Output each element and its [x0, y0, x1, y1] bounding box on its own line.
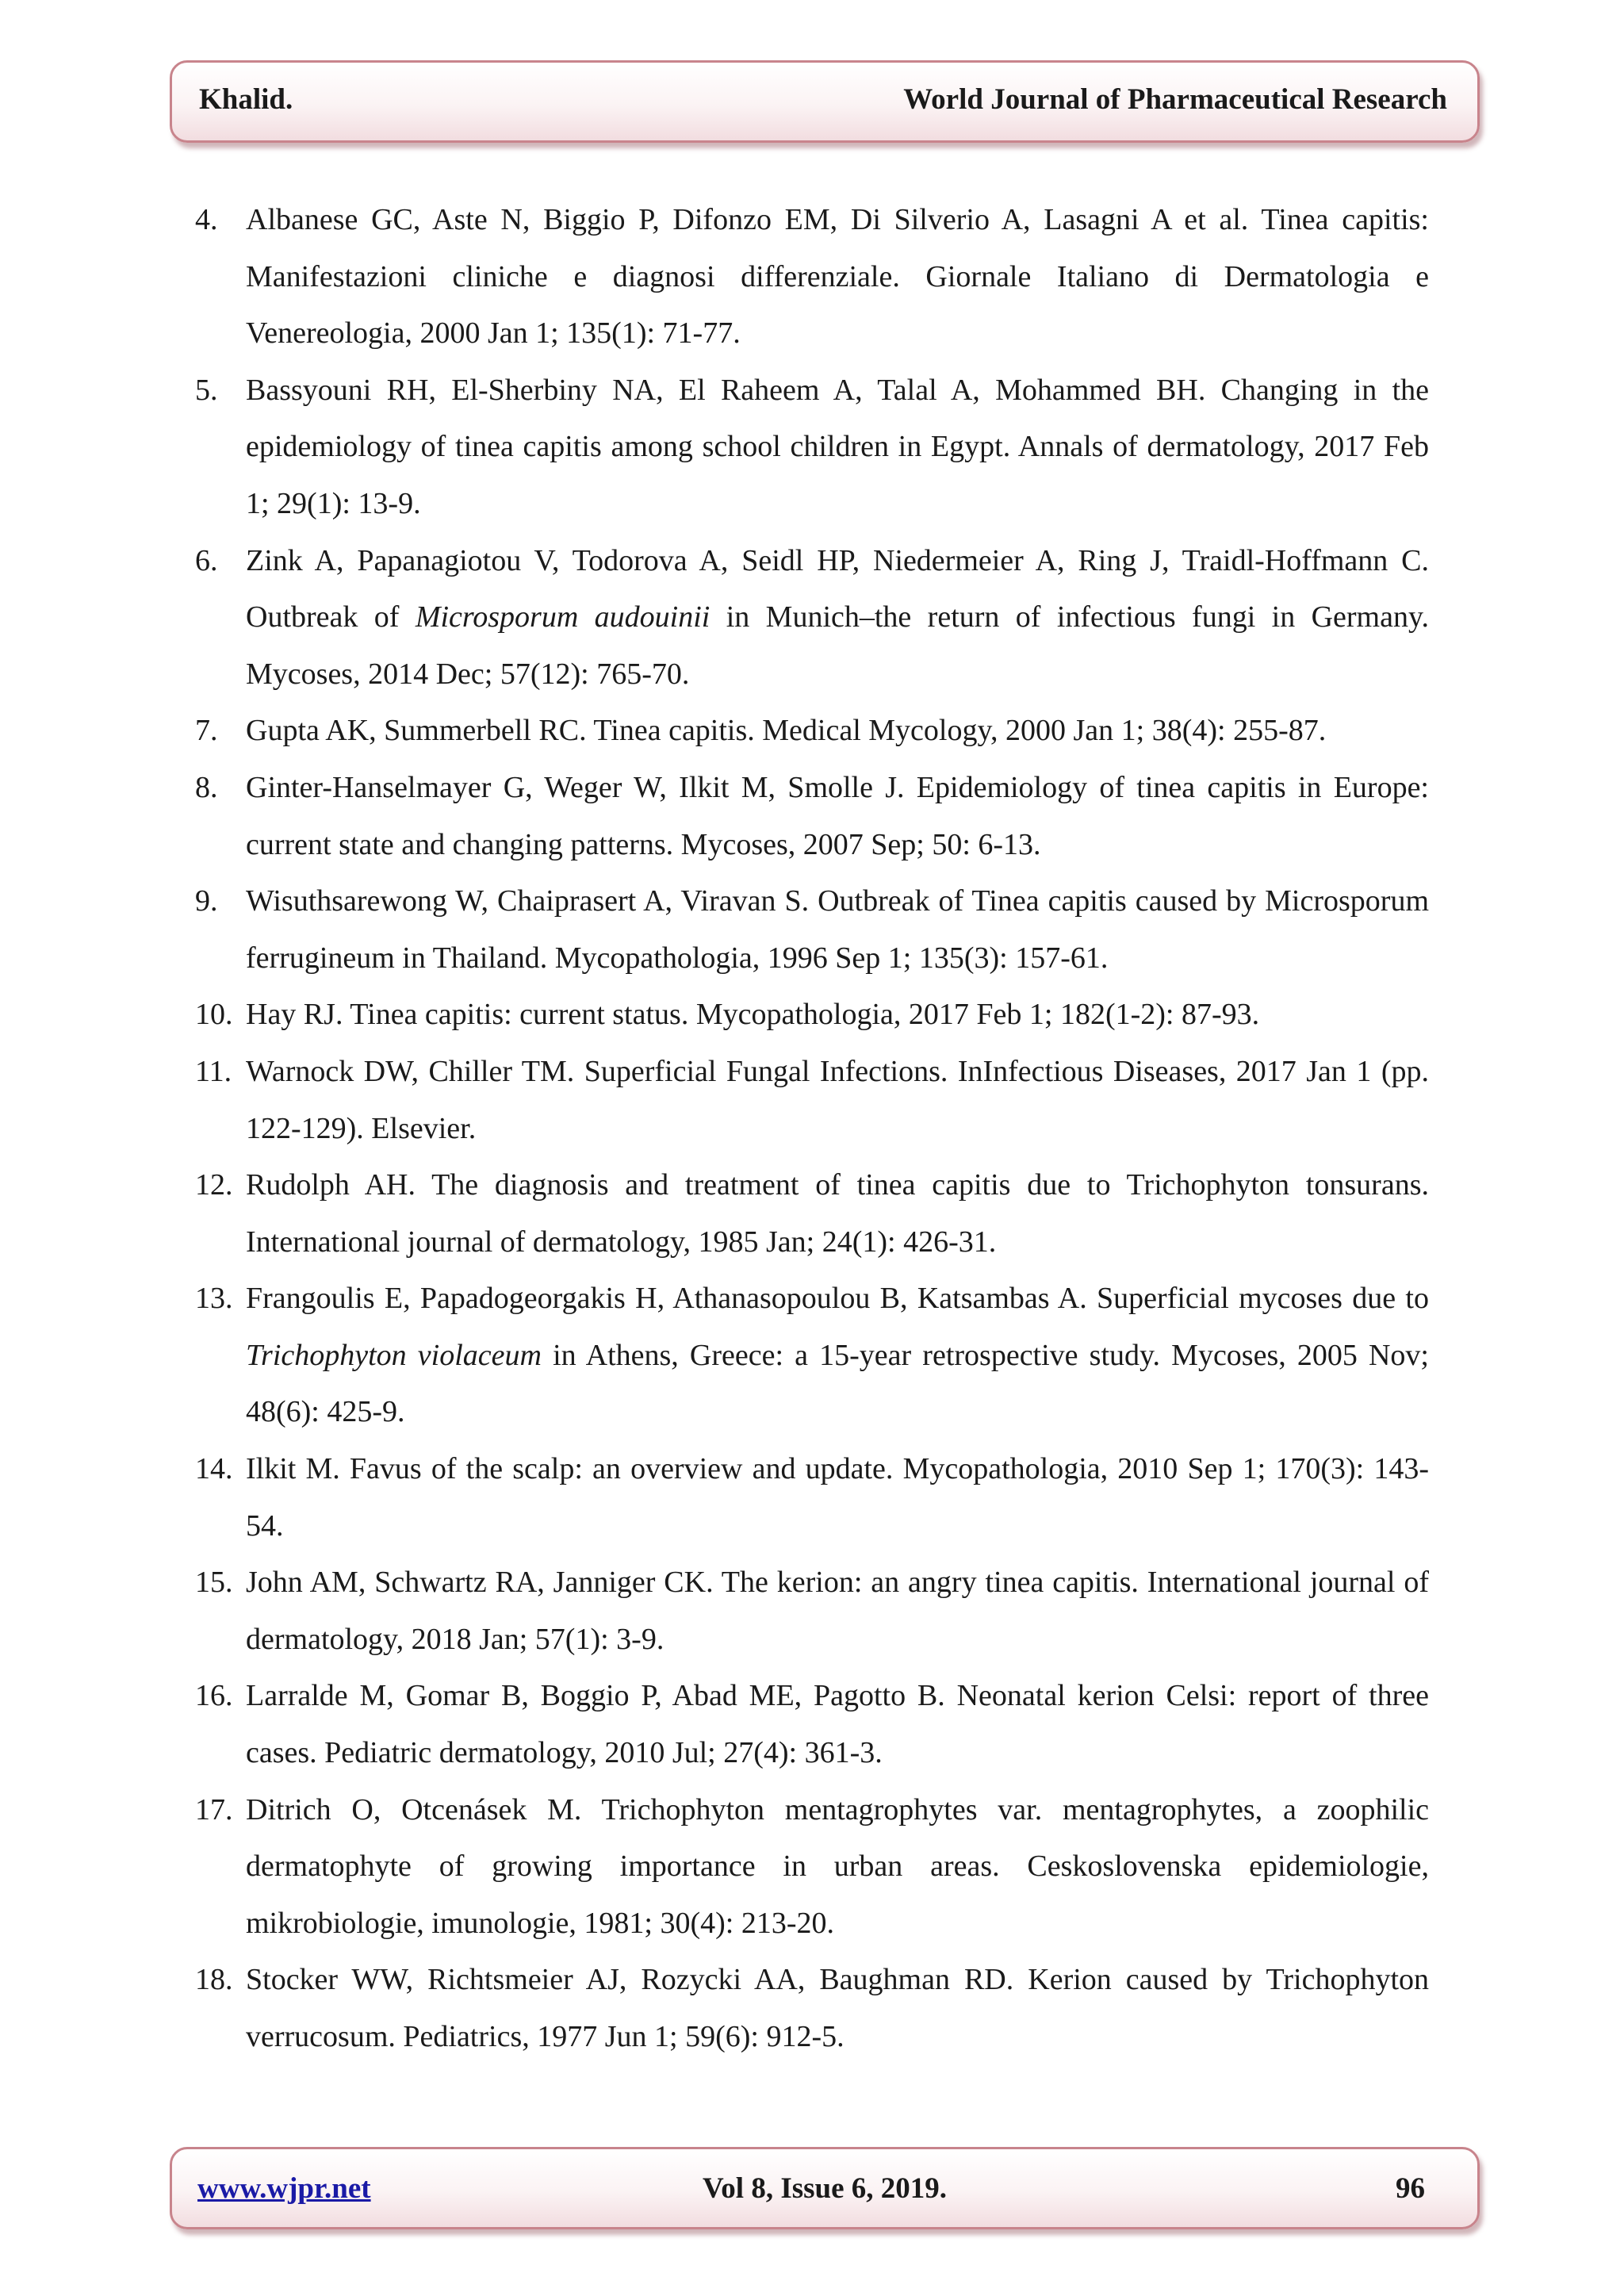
reference-number: 5.: [195, 373, 218, 407]
reference-text: Hay RJ. Tinea capitis: current status. Mycopathologia, 2017 Feb 1; 182(1-2): 87-93.: [246, 998, 1260, 1032]
reference-text: Albanese GC, Aste N, Biggio P, Difonzo EM, Di Silverio A, Lasagni A et al. Tinea capitis: Manifestazioni cliniche e diagnosi differenziale. Giornale Italiano di Dermatologia e Venereologia, 2000 Jan 1; 135(1): 71-77.: [246, 203, 1429, 351]
reference-text: Ilkit M. Favus of the scalp: an overview and update. Mycopathologia, 2010 Sep 1; 170(3): 143-54.: [246, 1452, 1429, 1543]
reference-item: [195, 1952, 1429, 2065]
reference-list: [195, 192, 1429, 2066]
reference-item: [195, 1271, 1429, 1441]
page-header: [170, 60, 1480, 143]
reference-item: [195, 1157, 1429, 1271]
reference-text: Gupta AK, Summerbell RC. Tinea capitis. Medical Mycology, 2000 Jan 1; 38(4): 255-87.: [246, 714, 1327, 748]
reference-item: [195, 1554, 1429, 1668]
reference-number: 17.: [195, 1792, 233, 1826]
reference-number: 10.: [195, 998, 233, 1032]
reference-text: [246, 1282, 1429, 1428]
reference-text-part: Frangoulis E, Papadogeorgakis H, Athanasopoulou B, Katsambas A. Superficial mycoses due to: [246, 1282, 1429, 1316]
reference-text: Rudolph AH. The diagnosis and treatment of tinea capitis due to Trichophyton tonsurans. International journal of dermatology, 1985 Jan; 24(1): 426-31.: [246, 1168, 1429, 1259]
reference-number: 16.: [195, 1679, 233, 1713]
reference-text: Larralde M, Gomar B, Boggio P, Abad ME, Pagotto B. Neonatal kerion Celsi: report of three cases. Pediatric dermatology, 2010 Jul; 27(4): 361-3.: [246, 1679, 1429, 1770]
reference-text: John AM, Schwartz RA, Janniger CK. The kerion: an angry tinea capitis. International journal of dermatology, 2018 Jan; 57(1): 3-9.: [246, 1566, 1429, 1656]
reference-text-part: in Munich–the return of infectious fungi in Germany. Mycoses, 2014 Dec; 57(12): 765-70.: [246, 600, 1429, 691]
page-number: 96: [1396, 2172, 1425, 2205]
reference-item: [195, 1782, 1429, 1953]
page-footer: [170, 2147, 1480, 2229]
reference-item: [195, 1441, 1429, 1554]
reference-number: 4.: [195, 203, 218, 236]
reference-item: [195, 703, 1429, 760]
reference-number: 8.: [195, 770, 218, 804]
reference-item: [195, 1044, 1429, 1157]
reference-item: [195, 192, 1429, 362]
reference-text: Stocker WW, Richtsmeier AJ, Rozycki AA, Baughman RD. Kerion caused by Trichophyton verrucosum. Pediatrics, 1977 Jun 1; 59(6): 912-5.: [246, 1963, 1429, 2053]
reference-text-part: Zink A, Papanagiotou V, Todorova A, Seidl HP, Niedermeier A, Ring J, Traidl-Hoffmann C. Outbreak of: [246, 543, 1429, 634]
reference-number: 6.: [195, 543, 218, 577]
reference-number: 14.: [195, 1452, 233, 1486]
reference-item: [195, 760, 1429, 873]
website-link[interactable]: www.wjpr.net: [197, 2172, 371, 2205]
reference-number: 9.: [195, 884, 218, 918]
reference-text: Bassyouni RH, El-Sherbiny NA, El Raheem A, Talal A, Mohammed BH. Changing in the epidemiology of tinea capitis among school children in Egypt. Annals of dermatology, 2017 Feb 1; 29(1): 13-9.: [246, 373, 1429, 520]
reference-text: [246, 544, 1429, 691]
species-name: Microsporum audouinii: [415, 600, 710, 634]
reference-number: 13.: [195, 1282, 233, 1316]
reference-item: [195, 987, 1429, 1044]
species-name: Trichophyton violaceum: [246, 1338, 542, 1372]
reference-number: 15.: [195, 1566, 233, 1600]
reference-number: 12.: [195, 1168, 233, 1202]
reference-item: [195, 533, 1429, 703]
reference-text: Wisuthsarewong W, Chaiprasert A, Viravan S. Outbreak of Tinea capitis caused by Microsporum ferrugineum in Thailand. Mycopathologia, 1996 Sep 1; 135(3): 157-61.: [246, 884, 1429, 975]
header-journal-title: World Journal of Pharmaceutical Research: [903, 83, 1447, 116]
reference-item: [195, 362, 1429, 533]
header-author: Khalid.: [199, 83, 293, 116]
reference-text: Warnock DW, Chiller TM. Superficial Fungal Infections. InInfectious Diseases, 2017 Jan 1 (pp. 122-129). Elsevier.: [246, 1054, 1429, 1145]
reference-text: Ditrich O, Otcenásek M. Trichophyton mentagrophytes var. mentagrophytes, a zoophilic dermatophyte of growing importance in urban areas. Ceskoslovenska epidemiologie, mikrobiologie, imunologie, 1981; 30(4): 213-20.: [246, 1792, 1429, 1940]
reference-item: [195, 873, 1429, 987]
reference-item: [195, 1668, 1429, 1781]
reference-text-part: in Athens, Greece: a 15-year retrospective study. Mycoses, 2005 Nov; 48(6): 425-9.: [246, 1338, 1429, 1429]
reference-text: Ginter-Hanselmayer G, Weger W, Ilkit M, Smolle J. Epidemiology of tinea capitis in Europe: current state and changing patterns. Mycoses, 2007 Sep; 50: 6-13.: [246, 770, 1429, 861]
volume-issue: Vol 8, Issue 6, 2019.: [702, 2172, 948, 2205]
reference-number: 7.: [195, 714, 218, 748]
reference-number: 18.: [195, 1963, 233, 1997]
reference-number: 11.: [195, 1054, 232, 1088]
